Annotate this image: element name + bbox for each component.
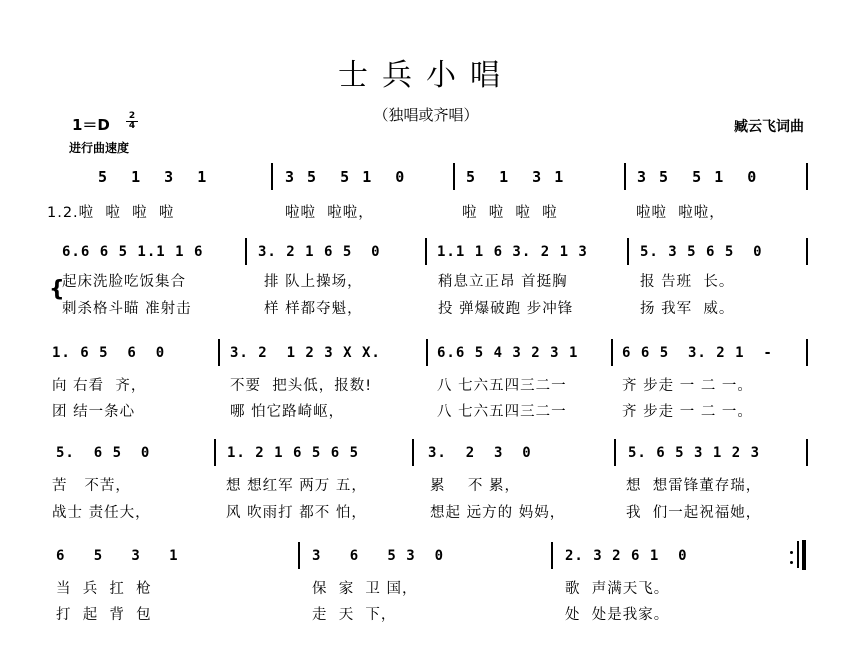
bar-line — [218, 339, 220, 366]
notes-row-2-m4: 5. 3 5 6 5 0 — [640, 244, 763, 260]
notes-row-2-m2: 3. 2 1 6 5 0 — [258, 244, 381, 260]
bar-line — [453, 163, 455, 190]
notes-row-1-m3: 5 1 3 1 — [466, 168, 566, 186]
notes-row-3-m4: 6 6 5 3. 2 1 - — [622, 345, 773, 361]
lyrics-row-3-v2-m1: 团 结一条心 — [52, 404, 136, 420]
lyrics-row-2-v1-m4: 报 告班 长。 — [640, 274, 735, 290]
lyrics-row-3-v2-m4: 齐 步走 一 二 一。 — [622, 404, 753, 420]
notes-row-3-m2: 3. 2 1 2 3 X X. — [230, 345, 381, 361]
lyrics-row-2-v1-m2: 排 队上操场， — [264, 274, 363, 290]
lyrics-row-4-v1-m4: 想 想雷锋董存瑞， — [626, 478, 762, 494]
notes-row-2-m1: 6.6 6 5 1.1 1 6 — [62, 244, 204, 260]
time-signature-bottom: 4 — [126, 121, 138, 131]
bar-line — [214, 439, 216, 466]
lyrics-row-3-v1-m3: 八 七六五四三二一 — [437, 378, 567, 394]
lyrics-row-2-v2-m1: 刺杀格斗瞄 准射击 — [62, 301, 192, 317]
lyrics-row-5-v1-m3: 歌 声满天飞。 — [565, 581, 670, 597]
repeat-dot — [790, 561, 793, 564]
final-bar-line — [802, 540, 806, 570]
lyrics-row-5-v2-m2: 走 天 下， — [312, 607, 397, 623]
lyrics-row-2-v2-m2: 样 样都夺魁， — [264, 301, 363, 317]
notes-row-1-m4: 3 5 5 1 0 — [637, 168, 759, 186]
lyrics-row-2-v1-m1: 起床洗脸吃饭集合 — [62, 274, 186, 290]
notes-row-4-m2: 1. 2 1 6 5 6 5 — [227, 445, 360, 461]
lyrics-row-2-v1-m3: 稍息立正昂 首挺胸 — [438, 274, 568, 290]
lyrics-row-1-v1-m3: 啦 啦 啦 啦 — [462, 205, 558, 221]
bar-line — [298, 542, 300, 569]
notes-row-4-m3: 3. 2 3 0 — [428, 445, 532, 461]
song-title: 士兵小唱 — [338, 58, 514, 93]
lyrics-row-4-v1-m3: 累 不 累， — [430, 478, 521, 494]
notes-row-3-m3: 6.6 5 4 3 2 3 1 — [437, 345, 579, 361]
lyrics-row-1-v1-m4: 啦啦 啦啦， — [636, 205, 725, 221]
verse-bracket: { — [49, 277, 65, 302]
lyrics-row-4-v2-m2: 风 吹雨打 都不 怕， — [226, 505, 367, 521]
lyrics-row-4-v2-m1: 战士 责任大， — [52, 505, 151, 521]
bar-line — [611, 339, 613, 366]
lyrics-row-3-v1-m1: 向 右看 齐， — [52, 378, 147, 394]
lyrics-row-4-v1-m1: 苦 不苦， — [52, 478, 131, 494]
lyrics-row-3-v2-m3: 八 七六五四三二一 — [437, 404, 567, 420]
repeat-dot — [790, 551, 793, 554]
time-signature-top: 2 — [128, 111, 136, 121]
bar-line — [627, 238, 629, 265]
notes-row-2-m3: 1.1 1 6 3. 2 1 3 — [437, 244, 588, 260]
composer-credit: 臧云飞词曲 — [734, 119, 804, 135]
lyrics-row-3-v2-m2: 哪 怕它路崎岖， — [230, 404, 345, 420]
notes-row-5-m2: 3 6 5 3 0 — [312, 548, 445, 564]
lyrics-row-4-v2-m4: 我 们一起祝福她， — [626, 505, 762, 521]
bar-line — [806, 163, 808, 190]
bar-line — [806, 339, 808, 366]
bar-line — [245, 238, 247, 265]
song-subtitle: （独唱或齐唱） — [373, 106, 479, 124]
notes-row-1-m2: 3 5 5 1 0 — [285, 168, 407, 186]
key-signature: 1＝D — [72, 116, 110, 134]
lyrics-row-5-v2-m3: 处 处是我家。 — [565, 607, 670, 623]
notes-row-4-m4: 5. 6 5 3 1 2 3 — [628, 445, 761, 461]
tempo-marking: 进行曲速度 — [69, 141, 130, 155]
lyrics-row-1-v1-m1: 1.2.啦 啦 啦 啦 — [47, 205, 175, 221]
bar-line — [624, 163, 626, 190]
notes-row-5-m1: 6 5 3 1 — [56, 548, 179, 564]
lyrics-row-3-v1-m2: 不要 把头低，报数! — [230, 378, 373, 394]
notes-row-5-m3: 2. 3 2 6 1 0 — [565, 548, 688, 564]
lyrics-row-2-v2-m3: 投 弹爆破跑 步冲锋 — [438, 301, 574, 317]
lyrics-row-1-v1-m2: 啦啦 啦啦， — [285, 205, 374, 221]
bar-line — [806, 439, 808, 466]
notes-row-3-m1: 1. 6 5 6 0 — [52, 345, 166, 361]
lyrics-row-5-v1-m1: 当 兵 扛 枪 — [56, 581, 152, 597]
notes-row-4-m1: 5. 6 5 0 — [56, 445, 151, 461]
bar-line — [412, 439, 414, 466]
bar-line — [271, 163, 273, 190]
time-signature — [126, 112, 138, 131]
lyrics-row-3-v1-m4: 齐 步走 一 二 一。 — [622, 378, 753, 394]
notes-row-1-m1: 5 1 3 1 — [98, 168, 209, 186]
lyrics-row-5-v2-m1: 打 起 背 包 — [56, 607, 152, 623]
lyrics-row-4-v1-m2: 想 想红军 两万 五， — [226, 478, 367, 494]
lyrics-row-5-v1-m2: 保 家 卫 国， — [312, 581, 418, 597]
bar-line — [806, 238, 808, 265]
bar-line — [551, 542, 553, 569]
bar-line — [426, 339, 428, 366]
lyrics-row-4-v2-m3: 想起 远方的 妈妈， — [430, 505, 566, 521]
lyrics-row-2-v2-m4: 扬 我军 威。 — [640, 301, 735, 317]
bar-line — [425, 238, 427, 265]
bar-line — [797, 541, 799, 568]
bar-line — [614, 439, 616, 466]
